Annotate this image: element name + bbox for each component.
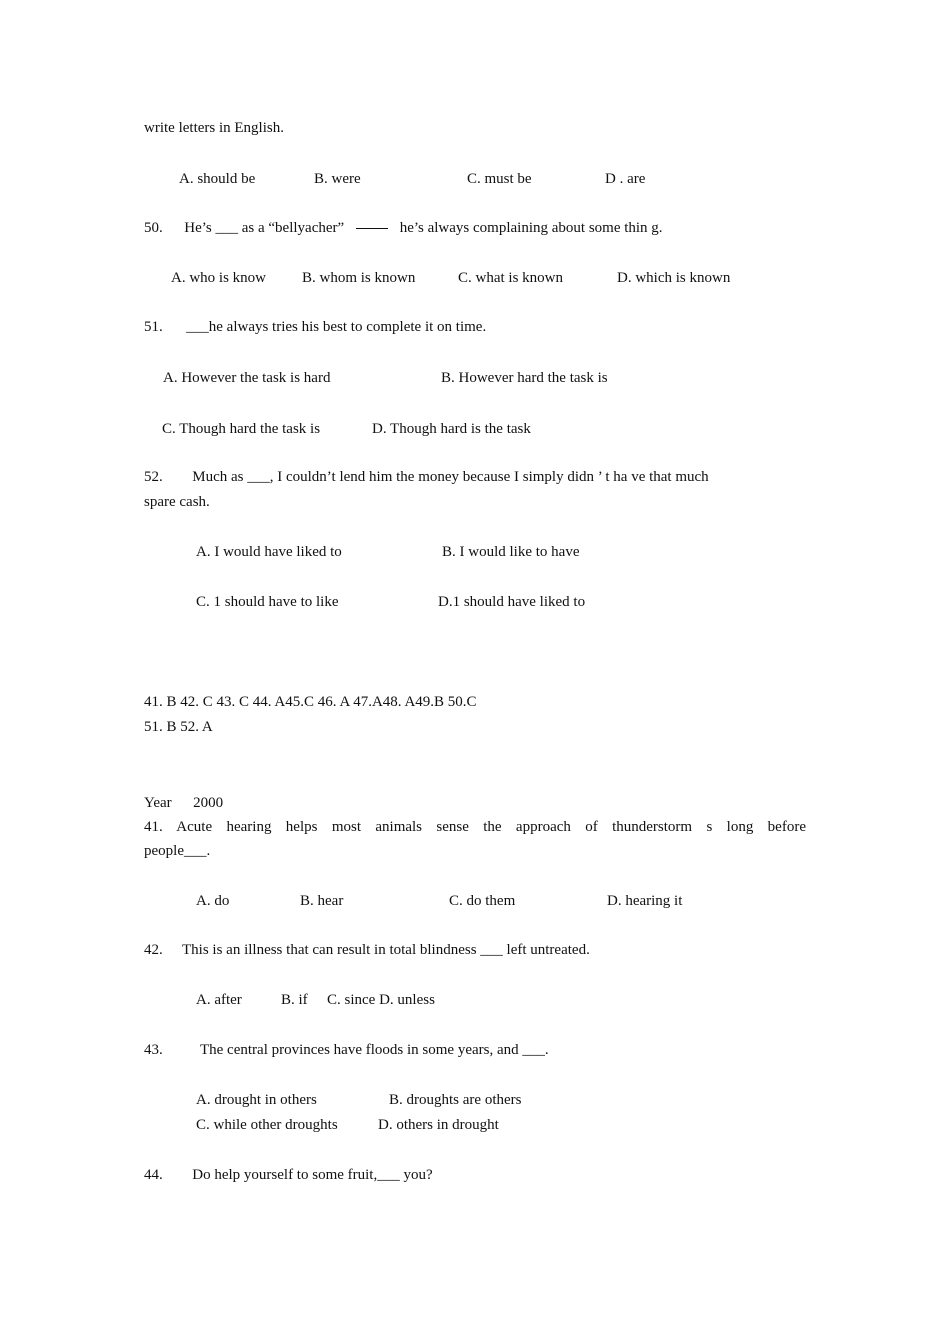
q43-option-d: D. others in drought: [378, 1117, 499, 1133]
q42-option-a: A. after: [196, 992, 242, 1008]
q52-option-a: A. I would have liked to: [196, 544, 342, 560]
q44-stem: [144, 1165, 433, 1185]
year-value: 2000: [193, 795, 224, 811]
q49-option-a: A. should be: [179, 171, 256, 187]
q43-option-a: A. drought in others: [196, 1092, 317, 1108]
year-label: Year: [144, 795, 172, 811]
q41-text-line1: Acute hearing helps most animals sense the approach of thunderstorm s long before: [176, 819, 806, 835]
q43-option-b: B. droughts are others: [389, 1092, 522, 1108]
q51-text: ___he always tries his best to complete it on time.: [186, 319, 487, 335]
q43-text: The central provinces have floods in some years, and ___.: [199, 1042, 549, 1058]
q44-number: 44.: [144, 1167, 163, 1183]
q44-text: Do help yourself to some fruit,___ you?: [192, 1167, 433, 1183]
q52-option-c: C. 1 should have to like: [196, 594, 339, 610]
q52-stem: [144, 467, 709, 487]
q41-option-c: C. do them: [449, 893, 516, 909]
q52-option-b: B. I would like to have: [442, 544, 580, 560]
q52-text-line2: spare cash.: [144, 494, 210, 510]
q41-option-d: D. hearing it: [607, 893, 683, 909]
q49-option-d: D . are: [605, 171, 646, 187]
q42-option-c: C. since D. unless: [327, 992, 435, 1008]
q41-option-a: A. do: [196, 893, 230, 909]
year-heading: [144, 793, 223, 813]
q41-number: 41.: [144, 819, 163, 835]
q42-stem: [144, 940, 590, 960]
q51-option-d: D. Though hard is the task: [372, 421, 531, 437]
q42-text: This is an illness that can result in total blindness ___ left untreated.: [181, 942, 590, 958]
q50-text-part2: he’s always complaining about some thin g.: [399, 220, 663, 236]
q41-text-line2: people___.: [144, 843, 211, 859]
q50-stem: [144, 218, 663, 238]
em-dash: [356, 228, 388, 229]
q51-option-a: A. However the task is hard: [163, 370, 331, 386]
answer-key-line1: 41. B 42. C 43. C 44. A45.C 46. A 47.A48. A49.B 50.C: [144, 694, 477, 710]
q50-text-part1: He’s ___ as a “bellyacher”: [184, 220, 345, 236]
q52-number: 52.: [144, 469, 163, 485]
q49-option-b: B. were: [314, 171, 361, 187]
q41-stem: [144, 817, 806, 837]
q52-option-d: D.1 should have liked to: [438, 594, 586, 610]
q49-text: write letters in English.: [144, 120, 284, 136]
q50-option-a: A. who is know: [171, 270, 267, 286]
q49-option-c: C. must be: [467, 171, 532, 187]
q50-option-d: D. which is known: [617, 270, 731, 286]
q43-number: 43.: [144, 1042, 163, 1058]
q43-stem: [144, 1040, 549, 1060]
q51-stem: [144, 317, 486, 337]
q50-number: 50.: [144, 220, 163, 236]
q42-option-b: B. if: [281, 992, 308, 1008]
q51-option-b: B. However hard the task is: [441, 370, 608, 386]
q51-number: 51.: [144, 319, 163, 335]
q41-option-b: B. hear: [300, 893, 344, 909]
q51-option-c: C. Though hard the task is: [162, 421, 321, 437]
answer-key-line2: 51. B 52. A: [144, 719, 213, 735]
q50-option-b: B. whom is known: [302, 270, 416, 286]
q43-option-c: C. while other droughts: [196, 1117, 338, 1133]
q50-option-c: C. what is known: [458, 270, 563, 286]
q52-text-line1: Much as ___, I couldn’t lend him the money because I simply didn ’ t ha ve that much: [192, 469, 709, 485]
q42-number: 42.: [144, 942, 163, 958]
